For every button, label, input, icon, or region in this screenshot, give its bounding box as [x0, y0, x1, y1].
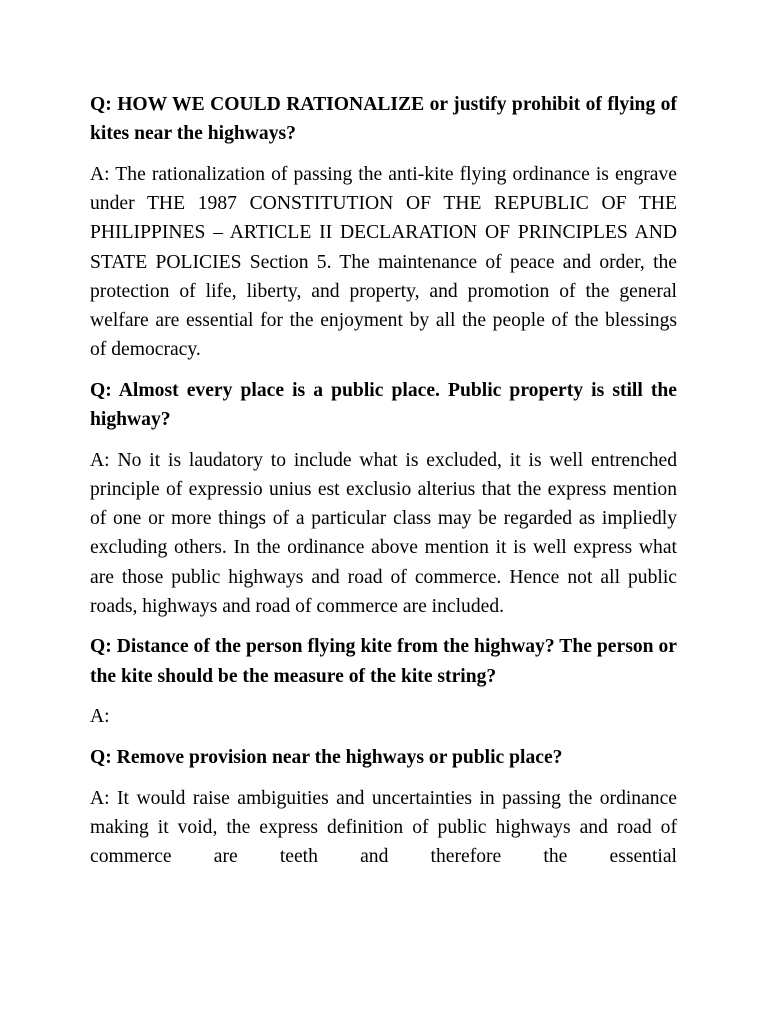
answer-4: A: It would raise ambiguities and uncertainties in passing the ordinance making it void, the express definition of public highways and road of commerce are teeth and therefore the essential	[90, 787, 677, 868]
answer-2: A: No it is laudatory to include what is excluded, it is well entrenched principle of expressio unius est exclusio alterius that the express mention of one or more things of a particular class may be regarded as impliedly excluding others. In the ordinance above mention it is well express what are those public highways and road of commerce. Hence not all public roads, highways and road of commerce are included.	[90, 449, 677, 617]
question-3: Q: Distance of the person flying kite from the highway? The person or the kite should be the measure of the kite string?	[90, 636, 677, 687]
question-2: Q: Almost every place is a public place. Public property is still the highway?	[90, 379, 677, 431]
answer-1: A: The rationalization of passing the anti-kite flying ordinance is engrave under THE 1987 CONSTITUTION OF THE REPUBLIC OF THE PHILIPPINES – ARTICLE II DECLARATION OF PRINCIPLES AND STATE POLICIES Section 5. The maintenance of peace and order, the protection of life, liberty, and property, and promotion of the general welfare are essential for the enjoyment by all the people of the blessings of democracy.	[90, 163, 677, 361]
question-1: Q: HOW WE COULD RATIONALIZE or justify prohibit of flying of kites near the highways?	[90, 94, 677, 145]
answer-3: A:	[90, 706, 110, 728]
question-4: Q: Remove provision near the highways or public place?	[90, 747, 563, 769]
document-page	[90, 90, 677, 883]
